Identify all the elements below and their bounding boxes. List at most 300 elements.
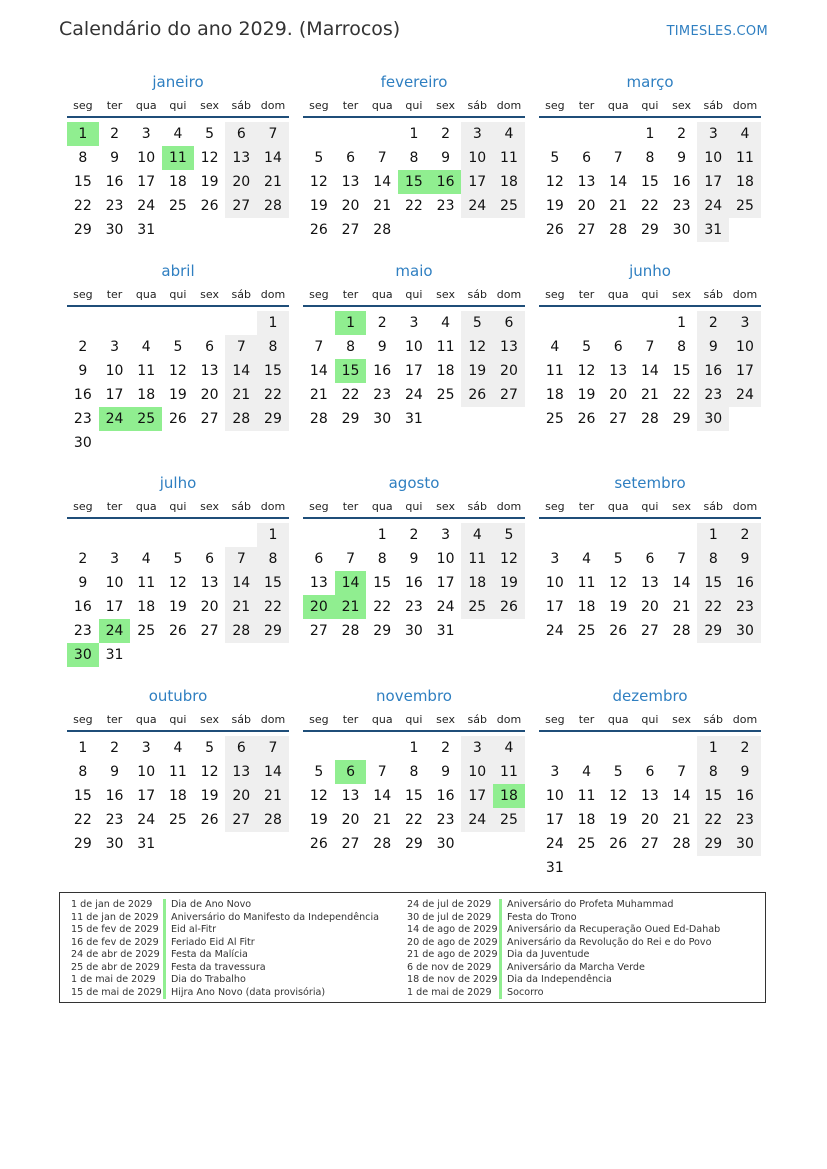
- day-cell: 7: [645, 339, 655, 355]
- day-cell: 12: [609, 788, 628, 804]
- day-cell: 2: [729, 523, 761, 547]
- empty-cell: [225, 218, 257, 242]
- brand-link[interactable]: TIMESLES.COM: [666, 24, 768, 39]
- week-row: [303, 170, 525, 194]
- weekday-label: sex: [436, 713, 455, 726]
- weekday-label: dom: [732, 713, 758, 726]
- empty-cell: [225, 523, 257, 547]
- day-cell: 26: [545, 222, 564, 238]
- holiday-marker: [499, 912, 502, 925]
- week-row: [67, 736, 289, 760]
- weekday-label: qui: [405, 500, 423, 513]
- day-cell: 30: [105, 222, 124, 238]
- holiday-marker: [499, 899, 502, 912]
- legend-row: [407, 924, 720, 937]
- day-cell: 20: [640, 812, 659, 828]
- day-cell: 5: [173, 551, 183, 567]
- day-cell: 10: [545, 788, 564, 804]
- day-cell: 16: [436, 788, 455, 804]
- day-cell: 17: [697, 170, 729, 194]
- day-cell: 24: [137, 198, 156, 214]
- day-cell: 30: [73, 435, 92, 451]
- empty-cell: [634, 856, 666, 880]
- holiday-day: 11: [162, 146, 194, 170]
- day-cell: 30: [672, 222, 691, 238]
- day-cell: 7: [613, 150, 623, 166]
- empty-cell: [303, 122, 335, 146]
- day-cell: 13: [577, 174, 596, 190]
- day-cell: 8: [409, 764, 419, 780]
- day-cell: 28: [309, 411, 328, 427]
- week-row: [67, 643, 289, 667]
- weekday-label: sáb: [467, 500, 488, 513]
- day-cell: 8: [645, 150, 655, 166]
- day-cell: 24: [404, 387, 423, 403]
- day-cell: 14: [640, 363, 659, 379]
- week-row: [303, 146, 525, 170]
- week-row: [539, 571, 761, 595]
- day-cell: 23: [404, 599, 423, 615]
- day-cell: 25: [545, 411, 564, 427]
- weekday-label: sex: [200, 713, 219, 726]
- day-cell: 12: [168, 575, 187, 591]
- holiday-day: 24: [99, 407, 131, 431]
- day-cell: 9: [697, 335, 729, 359]
- holiday-marker: [163, 899, 166, 912]
- empty-cell: [130, 643, 162, 667]
- holiday-day: 1: [335, 311, 367, 335]
- weekday-label: qui: [169, 713, 187, 726]
- day-cell: 8: [697, 760, 729, 784]
- week-row: [67, 383, 289, 407]
- day-cell: 12: [168, 363, 187, 379]
- week-row: [539, 808, 761, 832]
- day-cell: 23: [729, 808, 761, 832]
- day-cell: 6: [205, 339, 215, 355]
- day-cell: 4: [550, 339, 560, 355]
- weekday-label: ter: [578, 99, 595, 112]
- day-cell: 30: [729, 832, 761, 856]
- day-cell: 28: [373, 222, 392, 238]
- holiday-name: Aniversário da Marcha Verde: [507, 961, 645, 973]
- day-cell: 2: [697, 311, 729, 335]
- day-cell: 25: [493, 808, 525, 832]
- day-cell: 1: [645, 126, 655, 142]
- day-cell: 18: [545, 387, 564, 403]
- day-cell: 2: [441, 740, 451, 756]
- weekday-label: qui: [169, 288, 187, 301]
- day-cell: 27: [200, 623, 219, 639]
- empty-cell: [130, 523, 162, 547]
- day-cell: 14: [309, 363, 328, 379]
- day-cell: 17: [105, 599, 124, 615]
- week-row: [67, 619, 289, 643]
- day-cell: 28: [609, 222, 628, 238]
- empty-cell: [729, 407, 761, 431]
- day-cell: 27: [225, 808, 257, 832]
- day-cell: 12: [309, 174, 328, 190]
- weekday-label: qui: [169, 99, 187, 112]
- day-cell: 7: [377, 150, 387, 166]
- day-cell: 6: [225, 122, 257, 146]
- day-cell: 14: [373, 174, 392, 190]
- holiday-day: 20: [303, 595, 335, 619]
- day-cell: 10: [137, 150, 156, 166]
- week-row: [303, 784, 525, 808]
- day-cell: 19: [309, 812, 328, 828]
- day-cell: 19: [609, 599, 628, 615]
- day-cell: 31: [105, 647, 124, 663]
- page-title: Calendário do ano 2029. (Marrocos): [59, 18, 401, 40]
- weekday-label: seg: [73, 288, 93, 301]
- day-cell: 2: [677, 126, 687, 142]
- day-cell: 18: [577, 812, 596, 828]
- day-cell: 7: [225, 335, 257, 359]
- week-row: [539, 547, 761, 571]
- weekday-label: dom: [260, 713, 286, 726]
- weekday-header: [67, 98, 289, 118]
- day-cell: 5: [314, 150, 324, 166]
- holiday-date: 25 de abr de 2029: [71, 961, 160, 973]
- day-cell: 18: [493, 170, 525, 194]
- day-cell: 27: [577, 222, 596, 238]
- empty-cell: [162, 218, 194, 242]
- day-cell: 20: [640, 599, 659, 615]
- week-row: [303, 311, 525, 335]
- day-cell: 30: [105, 836, 124, 852]
- week-row: [67, 523, 289, 547]
- day-cell: 3: [141, 740, 151, 756]
- weekday-label: ter: [342, 99, 359, 112]
- holiday-day: 16: [430, 170, 462, 194]
- week-row: [303, 407, 525, 431]
- week-row: [67, 170, 289, 194]
- day-cell: 2: [729, 736, 761, 760]
- day-cell: 21: [225, 595, 257, 619]
- weekday-label: qui: [641, 288, 659, 301]
- holiday-day: 14: [335, 571, 367, 595]
- day-cell: 17: [545, 812, 564, 828]
- empty-cell: [162, 431, 194, 455]
- day-cell: 25: [729, 194, 761, 218]
- holiday-name: Dia de Ano Novo: [171, 899, 252, 910]
- weekday-label: qui: [405, 99, 423, 112]
- legend-row: [71, 987, 379, 1000]
- empty-cell: [697, 856, 729, 880]
- week-row: [539, 619, 761, 643]
- day-cell: 31: [545, 860, 564, 876]
- week-row: [67, 571, 289, 595]
- weekday-label: qui: [641, 713, 659, 726]
- day-cell: 13: [200, 363, 219, 379]
- holiday-name: Dia da Juventude: [507, 949, 590, 960]
- day-cell: 16: [105, 788, 124, 804]
- empty-cell: [398, 218, 430, 242]
- day-cell: 14: [672, 788, 691, 804]
- holiday-name: Hijra Ano Novo (data provisória): [171, 986, 326, 998]
- weekday-label: dom: [732, 500, 758, 513]
- day-cell: 20: [200, 387, 219, 403]
- day-cell: 25: [461, 595, 493, 619]
- empty-cell: [194, 832, 226, 856]
- day-cell: 31: [137, 222, 156, 238]
- holiday-date: 1 de mai de 2029: [407, 986, 492, 998]
- day-cell: 4: [582, 551, 591, 567]
- holiday-marker: [163, 937, 166, 950]
- week-row: [539, 856, 761, 880]
- day-cell: 15: [373, 575, 392, 591]
- day-cell: 21: [672, 599, 691, 615]
- month-name: setembro: [614, 474, 686, 492]
- holiday-date: 30 de jul de 2029: [407, 911, 492, 923]
- empty-cell: [194, 311, 226, 335]
- day-cell: 21: [373, 198, 392, 214]
- day-cell: 6: [346, 150, 355, 166]
- day-cell: 20: [577, 198, 596, 214]
- day-cell: 21: [640, 387, 659, 403]
- empty-cell: [257, 643, 289, 667]
- week-row: [303, 619, 525, 643]
- empty-cell: [162, 832, 194, 856]
- day-cell: 9: [729, 547, 761, 571]
- holiday-date: 18 de nov de 2029: [407, 974, 498, 985]
- holiday-day: 25: [130, 407, 162, 431]
- day-cell: 3: [461, 736, 493, 760]
- day-cell: 21: [257, 784, 289, 808]
- week-row: [303, 335, 525, 359]
- weekday-label: dom: [260, 288, 286, 301]
- day-cell: 5: [461, 311, 493, 335]
- holiday-day: 1: [67, 122, 99, 146]
- holiday-date: 1 de mai de 2029: [71, 974, 156, 985]
- day-cell: 22: [404, 812, 423, 828]
- day-cell: 21: [257, 170, 289, 194]
- weekday-label: seg: [73, 713, 93, 726]
- day-cell: 17: [545, 599, 564, 615]
- day-cell: 29: [341, 411, 360, 427]
- day-cell: 14: [257, 760, 289, 784]
- day-cell: 30: [697, 407, 729, 431]
- day-cell: 11: [137, 575, 156, 591]
- empty-cell: [430, 407, 462, 431]
- day-cell: 28: [672, 623, 691, 639]
- weekday-label: seg: [545, 99, 565, 112]
- holiday-day: 15: [398, 170, 430, 194]
- month-name: janeiro: [152, 73, 204, 91]
- day-cell: 10: [729, 335, 761, 359]
- day-cell: 1: [409, 126, 419, 142]
- weekday-label: qui: [169, 500, 187, 513]
- day-cell: 6: [613, 339, 623, 355]
- empty-cell: [729, 218, 761, 242]
- empty-cell: [602, 523, 634, 547]
- empty-cell: [634, 736, 666, 760]
- holiday-name: Aniversário da Revolução do Rei e do Povo: [507, 936, 712, 948]
- day-cell: 22: [341, 387, 360, 403]
- day-cell: 2: [409, 527, 419, 543]
- holiday-day: 18: [493, 784, 525, 808]
- day-cell: 9: [110, 764, 119, 780]
- week-row: [303, 736, 525, 760]
- week-row: [303, 832, 525, 856]
- empty-cell: [539, 736, 571, 760]
- month-name: agosto: [388, 474, 440, 492]
- day-cell: 29: [640, 222, 659, 238]
- week-row: [67, 359, 289, 383]
- day-cell: 31: [436, 623, 455, 639]
- day-cell: 17: [461, 784, 493, 808]
- day-cell: 7: [257, 736, 289, 760]
- weekday-header: [539, 287, 761, 307]
- week-row: [539, 523, 761, 547]
- day-cell: 17: [137, 788, 156, 804]
- empty-cell: [335, 122, 367, 146]
- day-cell: 13: [640, 788, 659, 804]
- weekday-label: qui: [641, 500, 659, 513]
- week-row: [67, 146, 289, 170]
- day-cell: 6: [225, 736, 257, 760]
- weekday-label: ter: [106, 500, 123, 513]
- empty-cell: [194, 643, 226, 667]
- day-cell: 8: [78, 150, 88, 166]
- day-cell: 20: [225, 784, 257, 808]
- day-cell: 20: [493, 359, 525, 383]
- holiday-day: 6: [335, 760, 367, 784]
- empty-cell: [602, 311, 634, 335]
- day-cell: 11: [577, 788, 596, 804]
- holiday-marker: [163, 912, 166, 925]
- weekday-header: [303, 712, 525, 732]
- empty-cell: [162, 523, 194, 547]
- day-cell: 4: [173, 126, 183, 142]
- weekday-label: ter: [578, 500, 595, 513]
- day-cell: 1: [697, 523, 729, 547]
- holiday-date: 21 de ago de 2029: [407, 949, 498, 960]
- holiday-marker: [163, 924, 166, 937]
- weekday-label: qui: [641, 99, 659, 112]
- week-row: [303, 383, 525, 407]
- day-cell: 20: [609, 387, 628, 403]
- day-cell: 24: [461, 808, 493, 832]
- day-cell: 27: [640, 836, 659, 852]
- day-cell: 23: [436, 198, 455, 214]
- weekday-label: sáb: [231, 713, 252, 726]
- weekday-label: sex: [436, 99, 455, 112]
- day-cell: 20: [341, 812, 360, 828]
- day-cell: 22: [257, 383, 289, 407]
- day-cell: 15: [672, 363, 691, 379]
- month-block: [303, 686, 525, 856]
- week-row: [67, 808, 289, 832]
- holiday-name: Festa da Malícia: [171, 949, 248, 960]
- week-row: [539, 784, 761, 808]
- day-cell: 4: [141, 551, 151, 567]
- day-cell: 4: [493, 122, 525, 146]
- empty-cell: [493, 832, 525, 856]
- weekday-label: ter: [342, 713, 359, 726]
- day-cell: 12: [609, 575, 628, 591]
- day-cell: 5: [314, 764, 324, 780]
- holiday-marker: [163, 987, 166, 1000]
- day-cell: 14: [672, 575, 691, 591]
- weekday-label: seg: [545, 288, 565, 301]
- weekday-label: qua: [607, 713, 629, 726]
- day-cell: 3: [110, 551, 119, 567]
- weekday-label: sáb: [231, 288, 252, 301]
- empty-cell: [225, 311, 257, 335]
- day-cell: 1: [409, 740, 419, 756]
- day-cell: 9: [78, 575, 88, 591]
- day-cell: 22: [373, 599, 392, 615]
- day-cell: 27: [640, 623, 659, 639]
- weekday-label: sáb: [467, 288, 488, 301]
- day-cell: 18: [137, 599, 156, 615]
- weekday-label: qua: [371, 288, 393, 301]
- day-cell: 7: [257, 122, 289, 146]
- day-cell: 23: [73, 623, 92, 639]
- weekday-label: sex: [200, 500, 219, 513]
- day-cell: 8: [677, 339, 687, 355]
- day-cell: 16: [373, 363, 392, 379]
- week-row: [67, 784, 289, 808]
- day-cell: 21: [672, 812, 691, 828]
- day-cell: 1: [257, 523, 289, 547]
- week-row: [539, 595, 761, 619]
- month-block: [303, 261, 525, 431]
- empty-cell: [430, 218, 462, 242]
- weekday-header: [539, 712, 761, 732]
- day-cell: 25: [436, 387, 455, 403]
- day-cell: 31: [404, 411, 423, 427]
- day-cell: 13: [493, 335, 525, 359]
- holiday-name: Dia do Trabalho: [171, 974, 246, 985]
- empty-cell: [303, 311, 335, 335]
- holiday-marker: [499, 987, 502, 1000]
- day-cell: 22: [697, 808, 729, 832]
- holiday-day: 21: [335, 595, 367, 619]
- weekday-label: seg: [309, 288, 329, 301]
- legend-row: [407, 912, 720, 925]
- day-cell: 4: [461, 523, 493, 547]
- day-cell: 4: [441, 315, 451, 331]
- holiday-marker: [499, 949, 502, 962]
- day-cell: 15: [640, 174, 659, 190]
- day-cell: 22: [257, 595, 289, 619]
- holiday-date: 15 de fev de 2029: [71, 924, 159, 935]
- weekday-label: seg: [545, 713, 565, 726]
- day-cell: 29: [697, 619, 729, 643]
- weekday-label: sex: [200, 99, 219, 112]
- day-cell: 3: [550, 551, 560, 567]
- day-cell: 9: [677, 150, 687, 166]
- day-cell: 28: [257, 808, 289, 832]
- empty-cell: [571, 736, 603, 760]
- holiday-name: Aniversário da Recuperação Oued Ed-Dahab: [507, 924, 721, 935]
- weekday-label: ter: [578, 288, 595, 301]
- week-row: [303, 122, 525, 146]
- holiday-date: 24 de abr de 2029: [71, 949, 160, 960]
- day-cell: 22: [73, 198, 92, 214]
- holiday-marker: [499, 974, 502, 987]
- holiday-marker: [163, 949, 166, 962]
- weekday-header: [67, 287, 289, 307]
- holiday-name: Eid al-Fitr: [171, 924, 217, 935]
- day-cell: 28: [225, 619, 257, 643]
- day-cell: 18: [729, 170, 761, 194]
- day-cell: 3: [729, 311, 761, 335]
- day-cell: 26: [168, 623, 187, 639]
- empty-cell: [461, 407, 493, 431]
